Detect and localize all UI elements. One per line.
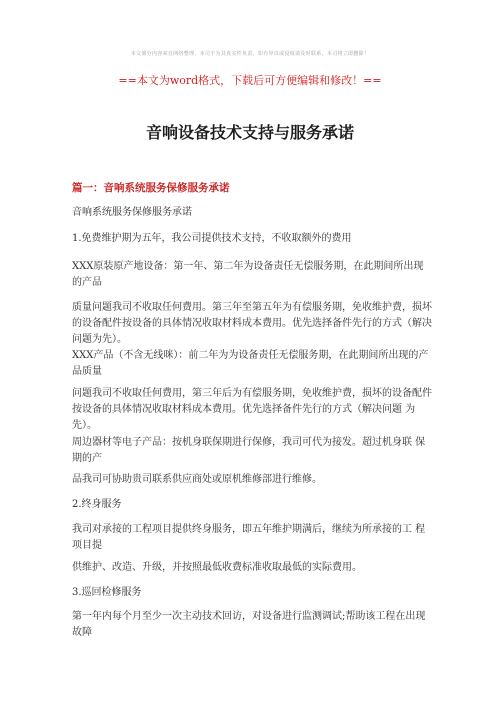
paragraph: 音响系统服务保修服务承诺 [72, 207, 192, 218]
paragraph: 1.免费维护期为五年，我公司提供技术支持，不收取额外的费用 [72, 233, 352, 244]
paragraph: 品我司可协助贵司联系供应商处或原机维修部进行维修。 [72, 474, 322, 485]
paragraph: 我司对承接的工程项目提供终身服务，即五年维护期满后，继续为所承接的工 程项目提 [72, 524, 426, 551]
document-title: 音响设备技术支持与服务承诺 [145, 123, 354, 142]
paragraph: 第一年内每个月至少一次主动技术回访，对设备进行监测调试;帮助该工程在出现故障 [72, 611, 426, 638]
paragraph: 供维护、改造、升级，并按照最低收费标准收取最低的实际费用。 [72, 562, 362, 573]
paragraph: 质量问题我司不收取任何费用。第三年至第五年为有偿服务期，免收维护费，损坏的设备配件按设备的具体情况收取材料成本费用。优先选择备件先行的方式（解决问题为先）。 [72, 302, 432, 345]
word-format-banner: ==本文为word格式，下载后可方便编辑和修改！== [118, 74, 382, 87]
section-heading: 篇一：音响系统服务保修服务承诺 [72, 182, 230, 194]
paragraph: 周边器材等电子产品：按机身联保期进行保修，我司可代为接发。超过机身联 保期的产 [72, 437, 426, 464]
paragraph: 3.巡回检修服务 [72, 587, 142, 598]
disclaimer-notice: 本文部分内容来自网络整理，本司不为其真实性负责，如有异议或侵权请及时联系，本司将立即删除！ [130, 51, 370, 57]
paragraph: 2.终身服务 [72, 499, 122, 510]
paragraph: 问题我司不收取任何费用，第三年后为有偿服务期，免收维护费，损坏的设备配件按设备的具体情况收取材料成本费用。优先选择备件先行的方式（解决问题 为先）。 [72, 388, 432, 431]
paragraph: XXX产品（不含无线咪）：前二年为为设备责任无偿服务期，在此期间所出现的产品质量 [72, 350, 429, 377]
paragraph: XXX原装原产地设备：第一年、第二年为设备责任无偿服务期，在此期间所出现的产品 [72, 261, 424, 288]
